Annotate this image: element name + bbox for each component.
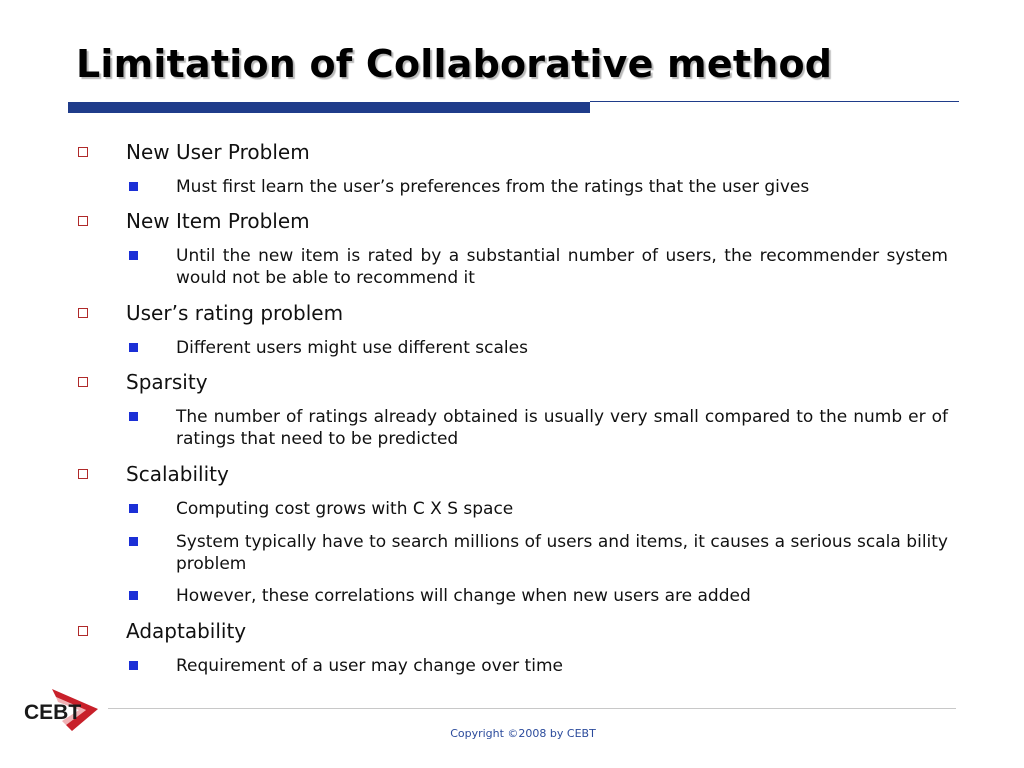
sub-bullet: Different users might use different scales xyxy=(176,338,528,358)
filled-square-bullet-icon xyxy=(129,537,138,546)
bullet-new-item-problem: New Item Problem xyxy=(126,209,310,233)
sub-bullet: Must first learn the user’s preferences from the ratings that the user gives xyxy=(176,177,810,197)
sub-bullet: Until the new item is rated by a substantial number of users, the recommender system would not be able to recommend it xyxy=(176,246,948,288)
sub-bullet: However, these correlations will change when new users are added xyxy=(176,586,751,606)
hollow-square-bullet-icon xyxy=(78,216,88,226)
hollow-square-bullet-icon xyxy=(78,377,88,387)
sub-bullet: System typically have to search millions of users and items, it causes a serious scala bility problem xyxy=(176,532,948,574)
footer-divider xyxy=(108,708,956,709)
bullet-users-rating-problem: User’s rating problem xyxy=(126,301,344,325)
filled-square-bullet-icon xyxy=(129,504,138,513)
bullet-sparsity: Sparsity xyxy=(126,370,208,394)
filled-square-bullet-icon xyxy=(129,251,138,260)
filled-square-bullet-icon xyxy=(129,591,138,600)
sub-bullet: The number of ratings already obtained is usually very small compared to the numb er of ratings that need to be predicted xyxy=(176,407,948,449)
bullet-scalability: Scalability xyxy=(126,462,229,486)
sub-bullet: Computing cost grows with C X S space xyxy=(176,499,514,519)
title-underline-thick xyxy=(68,102,590,113)
hollow-square-bullet-icon xyxy=(78,469,88,479)
hollow-square-bullet-icon xyxy=(78,626,88,636)
copyright-text: Copyright ©2008 by CEBT xyxy=(450,727,596,740)
title-underline-thin xyxy=(590,101,959,102)
slide-title: Limitation of Collaborative method xyxy=(76,42,833,86)
filled-square-bullet-icon xyxy=(129,412,138,421)
hollow-square-bullet-icon xyxy=(78,308,88,318)
hollow-square-bullet-icon xyxy=(78,147,88,157)
bullet-adaptability: Adaptability xyxy=(126,619,247,643)
bullet-new-user-problem: New User Problem xyxy=(126,140,310,164)
filled-square-bullet-icon xyxy=(129,343,138,352)
filled-square-bullet-icon xyxy=(129,661,138,670)
sub-bullet: Requirement of a user may change over time xyxy=(176,656,563,676)
cebt-logo-icon xyxy=(22,683,102,733)
svg-text:CEBT: CEBT xyxy=(24,701,82,724)
filled-square-bullet-icon xyxy=(129,182,138,191)
